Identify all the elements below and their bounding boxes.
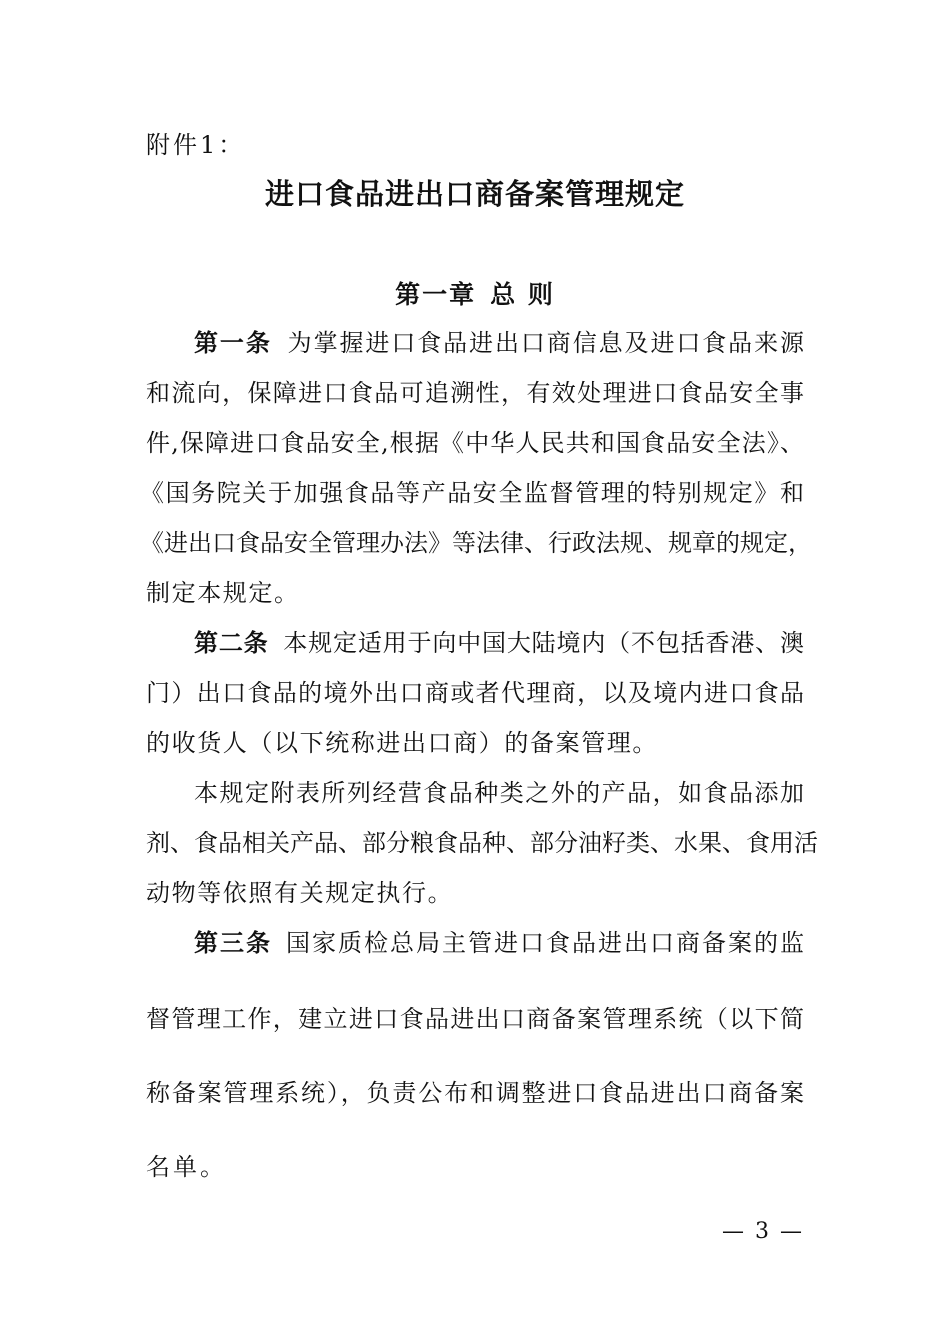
chapter-heading bbox=[0, 280, 950, 310]
article-3-line-3: 称备案管理系统），负责公布和调整进口食品进出口商备案 bbox=[146, 1079, 804, 1107]
article-2-line-3: 的收货人（以下统称进出口商）的备案管理。 bbox=[146, 729, 658, 757]
article-1-line-2: 和流向，保障进口食品可追溯性，有效处理进口食品安全事 bbox=[146, 379, 804, 407]
article-1-line-6: 制定本规定。 bbox=[146, 579, 300, 607]
document-title: 进口食品进出口商备案管理规定 bbox=[264, 177, 685, 211]
page-number: — 3 — bbox=[722, 1219, 804, 1244]
article-2-label: 第二条 bbox=[194, 628, 269, 657]
chapter-number: 第一章 bbox=[395, 280, 477, 309]
attachment-label: 附件1： bbox=[146, 131, 246, 159]
chapter-name: 总 则 bbox=[490, 280, 555, 309]
article-2-para-2-line-1: 本规定附表所列经营食品种类之外的产品，如食品添加 bbox=[194, 779, 804, 807]
article-1-line-1: 第一条 为掌握进口食品进出口商信息及进口食品来源 bbox=[194, 328, 805, 357]
article-1-line-4: 《国务院关于加强食品等产品安全监督管理的特别规定》和 bbox=[140, 479, 804, 507]
article-1-line-5: 《进出口食品安全管理办法》等法律、行政法规、规章的规定， bbox=[140, 529, 812, 557]
article-2-para-2-line-2: 剂、食品相关产品、部分粮食品种、部分油籽类、水果、食用活 bbox=[146, 829, 818, 857]
article-1-line-3: 件,保障进口食品安全,根据《中华人民共和国食品安全法》、 bbox=[146, 429, 804, 457]
article-3-line-2: 督管理工作，建立进口食品进出口商备案管理系统（以下简 bbox=[146, 1005, 804, 1033]
article-3-label: 第三条 bbox=[194, 928, 272, 957]
article-2-para-2-line-3: 动物等依照有关规定执行。 bbox=[146, 879, 454, 907]
article-2-line-2: 门）出口食品的境外出口商或者代理商，以及境内进口食品 bbox=[146, 679, 804, 707]
article-3-line-4: 名单。 bbox=[146, 1153, 227, 1181]
article-3-line-1: 第三条 国家质检总局主管进口食品进出口商备案的监 bbox=[194, 928, 806, 957]
article-2-line-1: 第二条 本规定适用于向中国大陆境内（不包括香港、澳 bbox=[194, 628, 804, 657]
article-1-label: 第一条 bbox=[194, 328, 272, 357]
